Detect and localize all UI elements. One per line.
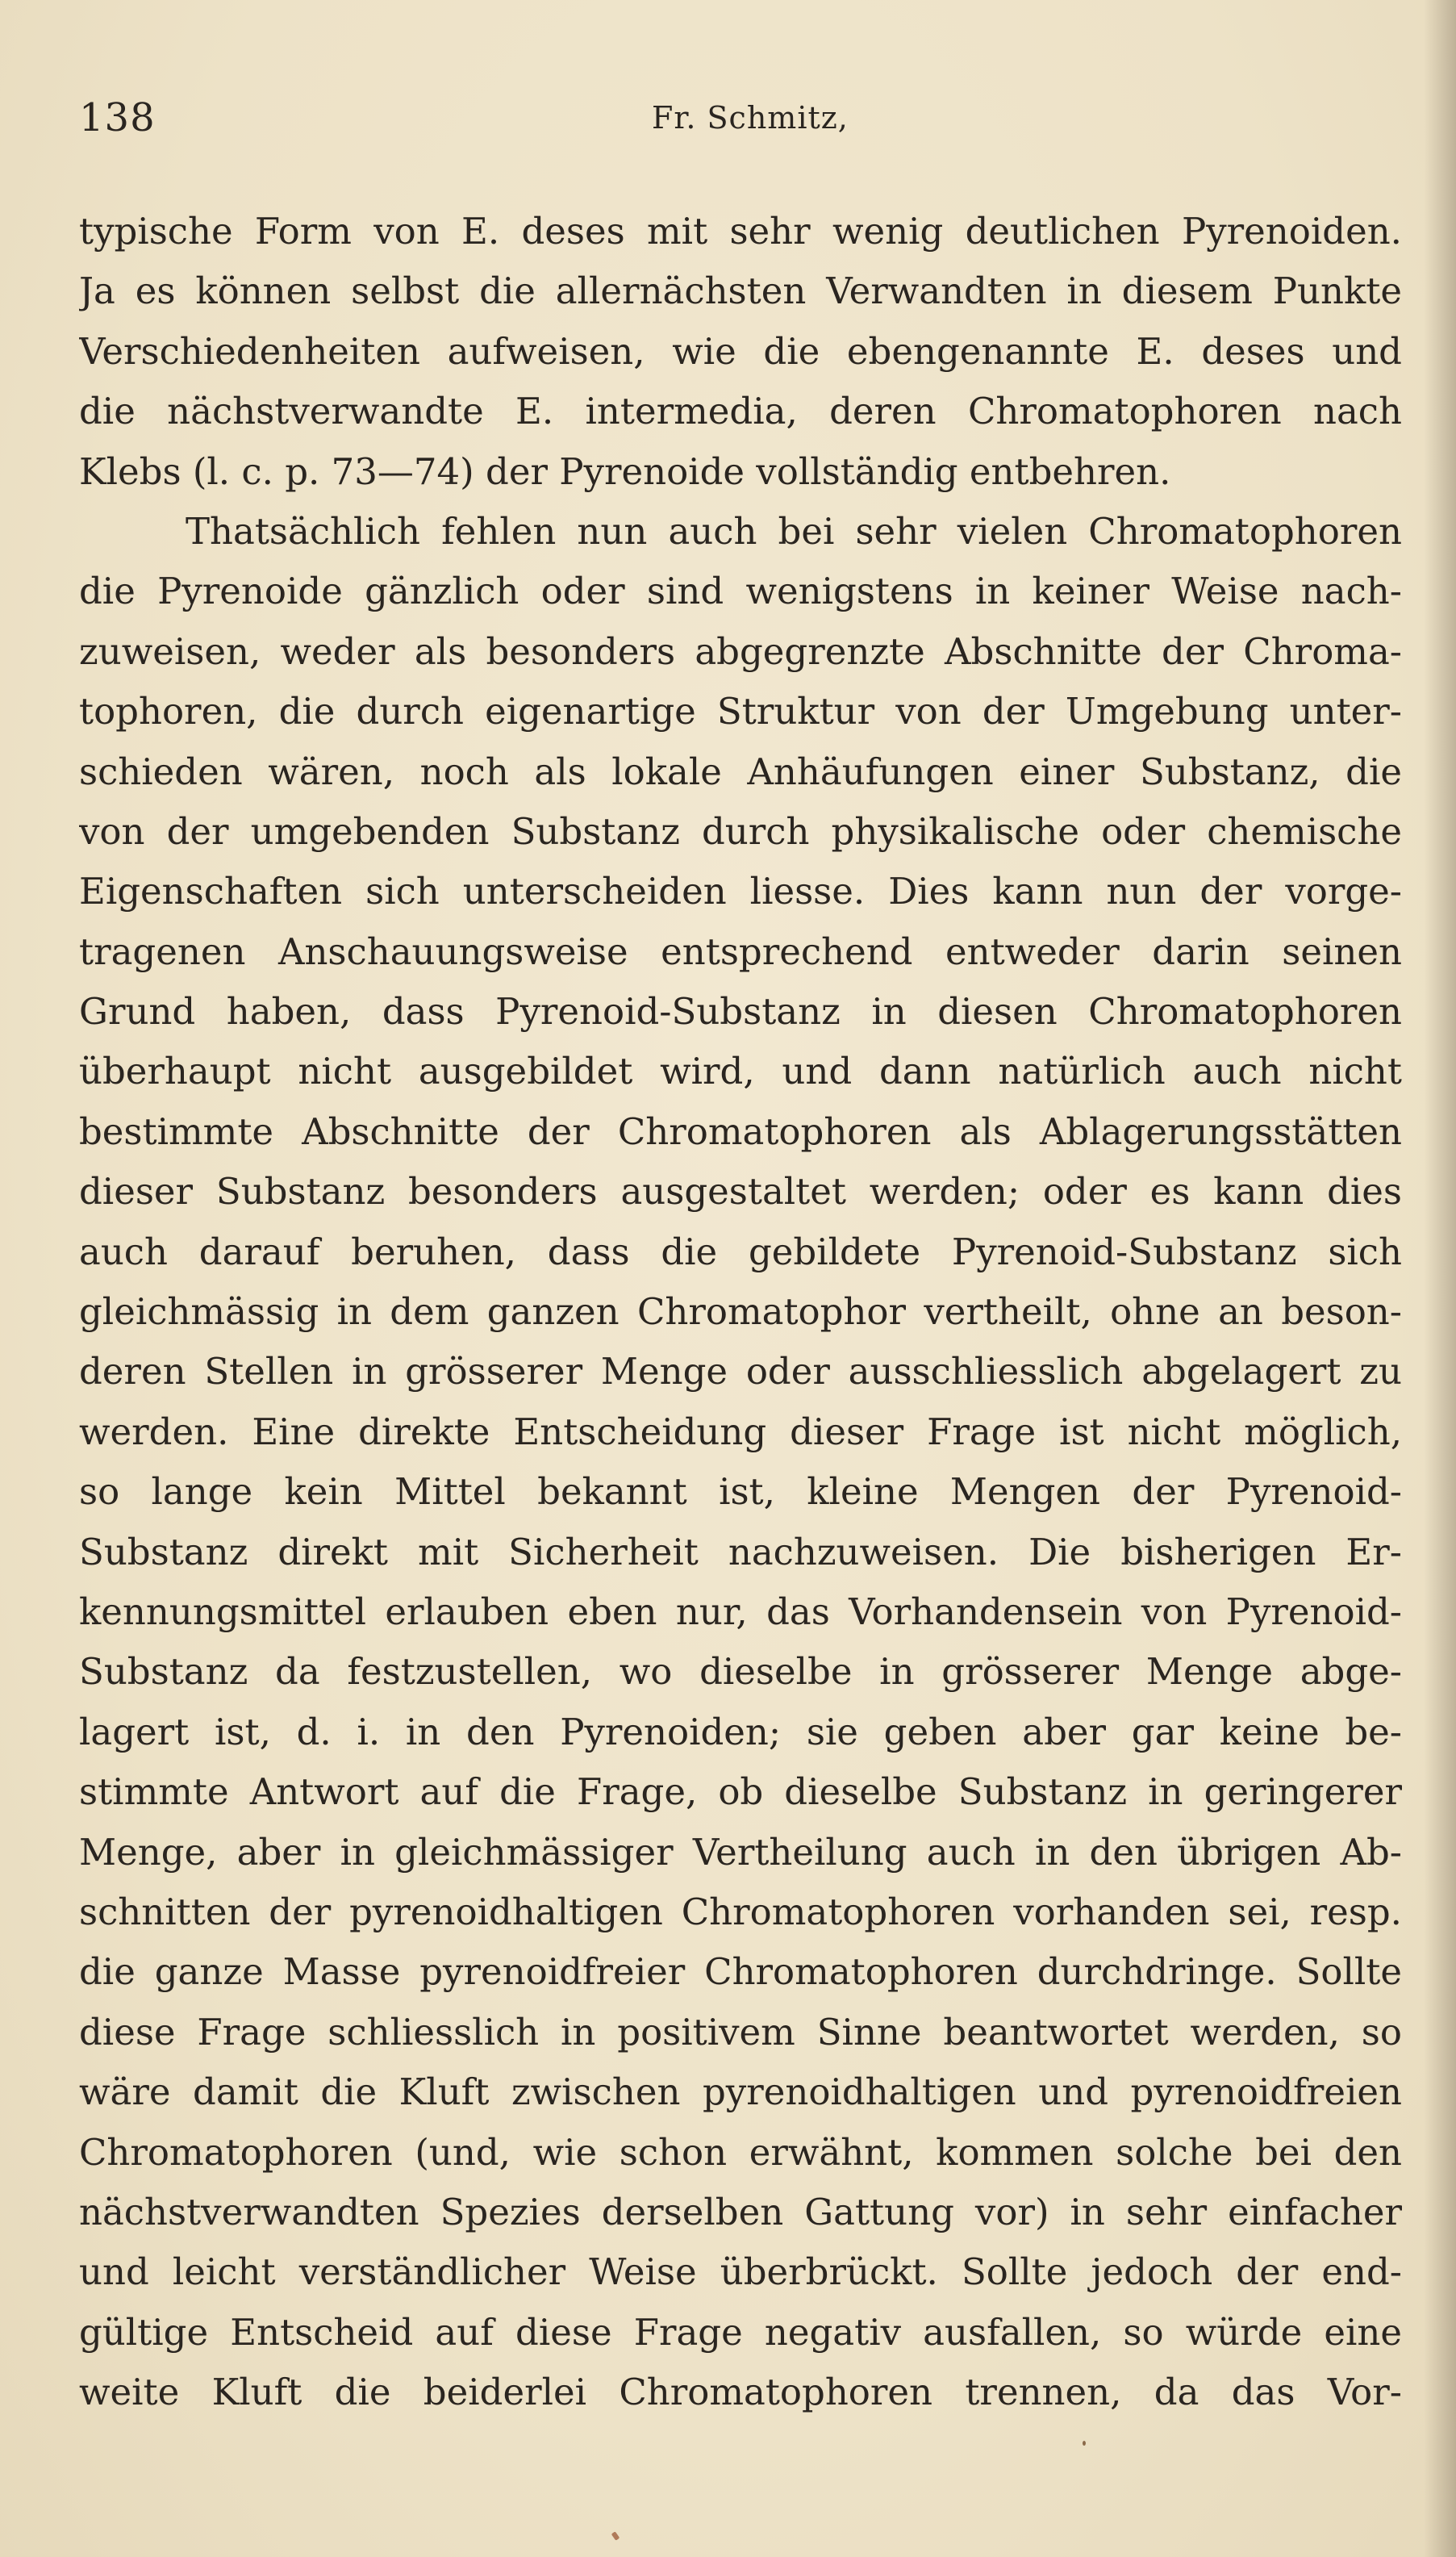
text-line: Verschiedenheiten aufweisen, wie die ebengenannte E. deses und xyxy=(79,329,1402,373)
text-line: Substanz da festzustellen, wo dieselbe in grösserer Menge abge- xyxy=(79,1650,1402,1694)
text-line: tragenen Anschauungsweise entsprechend entweder darin seinen xyxy=(79,930,1402,973)
text-line: werden. Eine direkte Entscheidung dieser Frage ist nicht möglich, xyxy=(79,1410,1402,1453)
page-edge-shadow xyxy=(1424,0,1456,2557)
text-line: Substanz direkt mit Sicherheit nachzuweisen. Die bisherigen Er- xyxy=(79,1530,1402,1573)
text-line: nächstverwandten Spezies derselben Gattung vor) in sehr einfacher xyxy=(79,2190,1402,2233)
text-line: gültige Entscheid auf diese Frage negativ ausfallen, so würde eine xyxy=(79,2310,1402,2354)
running-head: Fr. Schmitz, xyxy=(652,100,849,136)
text-line: Eigenschaften sich unterscheiden liesse. Dies kann nun der vorge- xyxy=(79,870,1402,913)
text-line: bestimmte Abschnitte der Chromatophoren als Ablagerungsstätten xyxy=(79,1109,1402,1153)
text-line: die Pyrenoide gänzlich oder sind wenigstens in keiner Weise nach- xyxy=(79,570,1402,613)
text-line: von der umgebenden Substanz durch physikalische oder chemische xyxy=(79,809,1402,853)
text-line: Klebs (l. c. p. 73—74) der Pyrenoide vollständig entbehren. xyxy=(79,449,1171,493)
text-line: Grund haben, dass Pyrenoid-Substanz in diesen Chromatophoren xyxy=(79,990,1402,1034)
text-line: schnitten der pyrenoidhaltigen Chromatophoren vorhanden sei, resp. xyxy=(79,1890,1402,1933)
text-line: stimmte Antwort auf die Frage, ob dieselbe Substanz in geringerer xyxy=(79,1770,1402,1814)
text-line: diese Frage schliesslich in positivem Sinne beantwortet werden, so xyxy=(79,2010,1402,2054)
text-line: zuweisen, weder als besonders abgegrenzte Abschnitte der Chroma- xyxy=(79,629,1402,673)
text-line: Ja es können selbst die allernächsten Verwandten in diesem Punkte xyxy=(79,269,1402,313)
text-line: wäre damit die Kluft zwischen pyrenoidhaltigen und pyrenoidfreien xyxy=(79,2070,1402,2114)
page-header xyxy=(79,95,1418,144)
text-line: Chromatophoren (und, wie schon erwähnt, kommen solche bei den xyxy=(79,2130,1402,2174)
text-line: auch darauf beruhen, dass die gebildete Pyrenoid-Substanz sich xyxy=(79,1230,1402,1273)
text-line: die nächstverwandte E. intermedia, deren Chromatophoren nach xyxy=(79,390,1402,433)
text-line: weite Kluft die beiderlei Chromatophoren trennen, da das Vor- xyxy=(79,2371,1402,2414)
text-line: so lange kein Mittel bekannt ist, kleine Mengen der Pyrenoid- xyxy=(79,1470,1402,1514)
paper-speck xyxy=(1083,2441,1086,2446)
text-line: tophoren, die durch eigenartige Struktur von der Umgebung unter- xyxy=(79,690,1402,733)
text-line: dieser Substanz besonders ausgestaltet werden; oder es kann dies xyxy=(79,1170,1402,1214)
text-line: kennungsmittel erlauben eben nur, das Vorhandensein von Pyrenoid- xyxy=(79,1590,1402,1633)
text-line: lagert ist, d. i. in den Pyrenoiden; sie geben aber gar keine be- xyxy=(79,1710,1402,1753)
text-line: schieden wären, noch als lokale Anhäufungen einer Substanz, die xyxy=(79,750,1402,793)
text-line: Menge, aber in gleichmässiger Vertheilung auch in den übrigen Ab- xyxy=(79,1830,1402,1874)
text-line: Thatsächlich fehlen nun auch bei sehr vielen Chromatophoren xyxy=(186,509,1402,553)
text-line: deren Stellen in grösserer Menge oder ausschliesslich abgelagert zu xyxy=(79,1350,1402,1393)
text-line: die ganze Masse pyrenoidfreier Chromatophoren durchdringe. Sollte xyxy=(79,1950,1402,1994)
text-line: und leicht verständlicher Weise überbrückt. Sollte jedoch der end- xyxy=(79,2250,1402,2294)
paper-mark xyxy=(611,2531,620,2541)
text-line: typische Form von E. deses mit sehr wenig deutlichen Pyrenoiden. xyxy=(79,210,1402,253)
text-line: gleichmässig in dem ganzen Chromatophor vertheilt, ohne an beson- xyxy=(79,1290,1402,1334)
body-text xyxy=(79,202,1402,2422)
text-line: überhaupt nicht ausgebildet wird, und dann natürlich auch nicht xyxy=(79,1050,1402,1093)
page-number: 138 xyxy=(79,95,156,140)
